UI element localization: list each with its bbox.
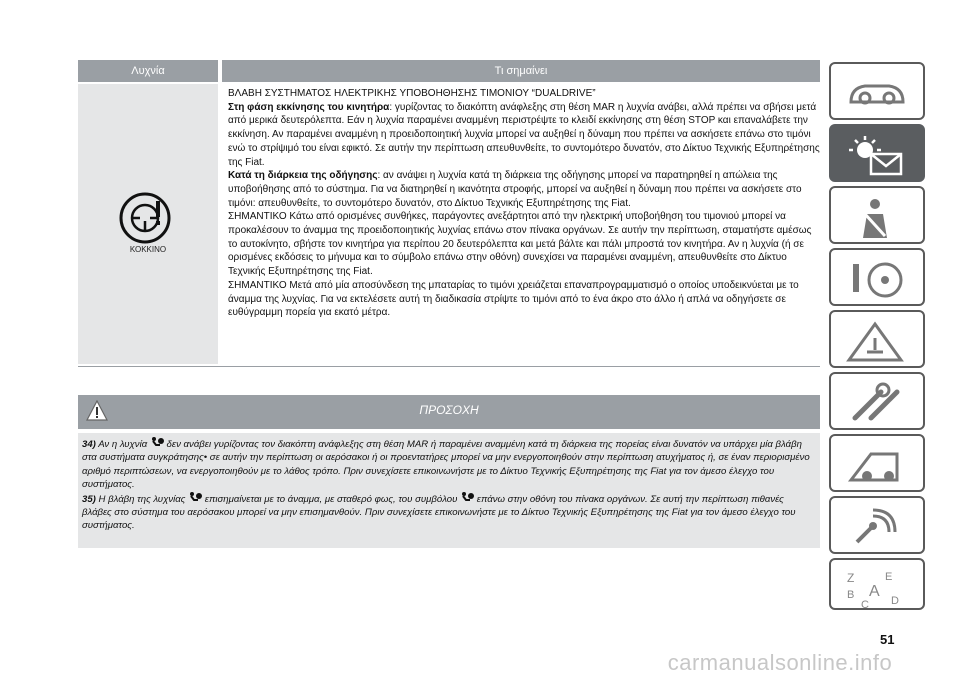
- description-important-1: ΣΗΜΑΝΤΙΚΟ Κάτω από ορισμένες συνθήκες, παράγοντες ανεξάρτητοι από την ηλεκτρική υποβοήθηση του τιμονιού μπορεί να προκαλέσουν το άναμμα της προειδοποιητικής λυχνίας επάνω στον πίνακα οργάνων. Σε αυτήν την περίπτωση, σταματήστε αμέσως το αυτοκίνητο, σβήστε τον κινητήρα για περίπου 20 δευτερόλεπτα και μετά βάλτε και πάλι μπροστά τον κινητήρα. Αν η λυχνία (ή σε ορισμένες εκδόσεις το μήνυμα και το σύμβολο επάνω στην οθόνη) συνεχίσει να παραμένει αναμμένη, απευθυνθείτε στο Δίκτυο Τεχνικής Εξυπηρέτησης της Fiat.: [228, 211, 812, 278]
- tab-safety[interactable]: [829, 186, 925, 244]
- driving-heading: Κατά τη διάρκεια της οδήγησης: [228, 170, 378, 182]
- svg-text:A: A: [869, 583, 880, 600]
- tab-index[interactable]: [829, 558, 925, 610]
- description-important-2: ΣΗΜΑΝΤΙΚΟ Μετά από μία αποσύνδεση της μπαταρίας το τιμόνι χρειάζεται επαναπρογραμματισμό ο οποίος υποδεικνύεται με το άναμμα της λυχνίας. Για να εκτελέσετε αυτή τη διαδικασία στρίψτε το τιμόνι από το ένα άκρο στο άλλο ή απλά να οδηγήσετε σε ευθύγραμμη πορεία για εκατό μέτρα.: [228, 279, 799, 319]
- tab-car-dashboard[interactable]: [829, 62, 925, 120]
- svg-text:D: D: [891, 595, 899, 607]
- indicator-color-label: ΚΟΚΚΙΝΟ: [129, 245, 167, 254]
- note-35-text-a: Η βλάβη της λυχνίας: [98, 493, 186, 505]
- maintenance-tools-icon: [845, 382, 909, 426]
- airbag-icon: [460, 492, 474, 503]
- seatbelt-safety-icon: [845, 196, 909, 240]
- airbag-icon: [150, 437, 164, 448]
- svg-text:C: C: [861, 599, 869, 608]
- note-34: [82, 437, 816, 492]
- column-header-light: Λυχνία: [78, 60, 218, 82]
- watermark: carmanualsonline.info: [667, 650, 893, 675]
- tab-technical-specs[interactable]: [829, 434, 925, 492]
- technical-specs-icon: [845, 444, 909, 488]
- multimedia-wireless-icon: [845, 506, 909, 550]
- warning-light-message-icon: [845, 134, 909, 178]
- table-divider: [78, 366, 820, 367]
- note-35: [82, 492, 816, 533]
- tab-maintenance[interactable]: [829, 372, 925, 430]
- note-35-text-b: επισημαίνεται με το άναμμα, με σταθερό φως, του συμβόλου: [204, 493, 458, 505]
- svg-text:Z: Z: [847, 571, 855, 585]
- description-paragraph-start: [228, 101, 820, 170]
- start-phase-heading: Στη φάση εκκίνησης του κινητήρα: [228, 101, 390, 113]
- steering-wheel-key-icon: [845, 258, 909, 302]
- note-34-text-a: Αν η λυχνία: [98, 439, 148, 450]
- tab-starting-driving[interactable]: [829, 248, 925, 306]
- note-number: 35): [82, 493, 96, 505]
- airbag-icon: [188, 492, 202, 503]
- svg-text:E: E: [885, 571, 893, 583]
- tab-warning-lights[interactable]: [829, 124, 925, 182]
- car-dashboard-icon: [845, 72, 909, 112]
- description-paragraph-driving: [228, 169, 820, 210]
- note-34-text-b: δεν ανάβει γυρίζοντας τον διακόπτη ανάφλεξης στη θέση MAR ή παραμένει αναμμένη κατά τη διάρκεια της πορείας είναι δυνατόν να υπάρχει μία βλάβη στα συστήματα συγκράτησης• σε αυτήν την περίπτωση οι αερόσακοι ή οι προεντατήρες μπορεί να μην ενεργοποιηθούν στην περίπτωση ατυχήματος ή, σε έναν περιορισμένο αριθμό περιπτώσεων, να ενεργοποιηθούν με το λάθος τρόπο. Πριν συνεχίσετε επικοινωνήστε με το Δίκτυο Τεχνικής Εξυπηρέτησης της Fiat για τον άμεσο έλεγχο του συστήματος.: [82, 439, 810, 491]
- svg-text:B: B: [847, 589, 855, 601]
- note-number: 34): [82, 439, 96, 450]
- alphabetical-index-icon: [845, 568, 909, 608]
- description-title: ΒΛΑΒΗ ΣΥΣΤΗΜΑΤΟΣ ΗΛΕΚΤΡΙΚΗΣ ΥΠΟΒΟΗΘΗΣΗΣ ΤΙΜΟΝΙΟΥ “DUALDRIVE”: [228, 88, 596, 99]
- attention-title: ΠΡΟΣΟΧΗ: [419, 403, 479, 417]
- power-steering-warning-icon: [118, 191, 172, 245]
- note-35-text-c: επάνω στην οθόνη του πίνακα οργάνων. Σε αυτή την περίπτωση πιθανές βλάβες στο σύστημα του αερόσακου μπορεί να μην επισημανθούν. Πριν συνεχίσετε επικοινωνήστε με το Δίκτυο Τεχνικής Εξυπηρέτησης της Fiat για τον άμεσο έλεγχο του συστήματος.: [82, 493, 796, 532]
- description-text: [228, 87, 820, 320]
- tab-multimedia[interactable]: [829, 496, 925, 554]
- page-number: 51: [880, 632, 895, 647]
- column-header-meaning: Τι σημαίνει: [222, 60, 820, 82]
- attention-text: [82, 437, 816, 533]
- driving-text: : αν ανάψει η λυχνία κατά τη διάρκεια της οδήγησης μπορεί να παρατηρηθεί η απώλεια της υποβοήθησης από το σύστημα. Για να διατηρηθεί η ικανότητα στροφής, μπορεί να αυξηθεί η δύναμη που πρέπει να ασκήσετε στο τιμόνι: απευθυνθείτε, το συντομότερο δυνατόν, στο Δίκτυο Τεχνικής Εξυπηρέτησης της Fiat.: [228, 170, 802, 209]
- tab-emergency[interactable]: [829, 310, 925, 368]
- roadside-emergency-icon: [845, 320, 909, 364]
- start-phase-text: : γυρίζοντας το διακόπτη ανάφλεξης στη θέση MAR η λυχνία ανάβει, αλλά πρέπει να σβήσει μετά από μερικά δευτερόλεπτα. Εάν η λυχνία παραμένει αναμμένη περιστρέψτε το κλειδί εκκίνησης στη θέση STOP και επαναλάβετε την εκκίνηση. Αν παραμένει αναμμένη η προειδοποιητική λυχνία μπορεί να αυξηθεί η δύναμη που πρέπει να ασκήσετε επάνω στο τιμόνι ενώ το στρίψιμό του είναι εφικτό. Σε αυτήν την περίπτωση απευθυνθείτε, το συντομότερο δυνατόν, στο Δίκτυο Τεχνικής Εξυπηρέτησης της Fiat.: [228, 101, 820, 168]
